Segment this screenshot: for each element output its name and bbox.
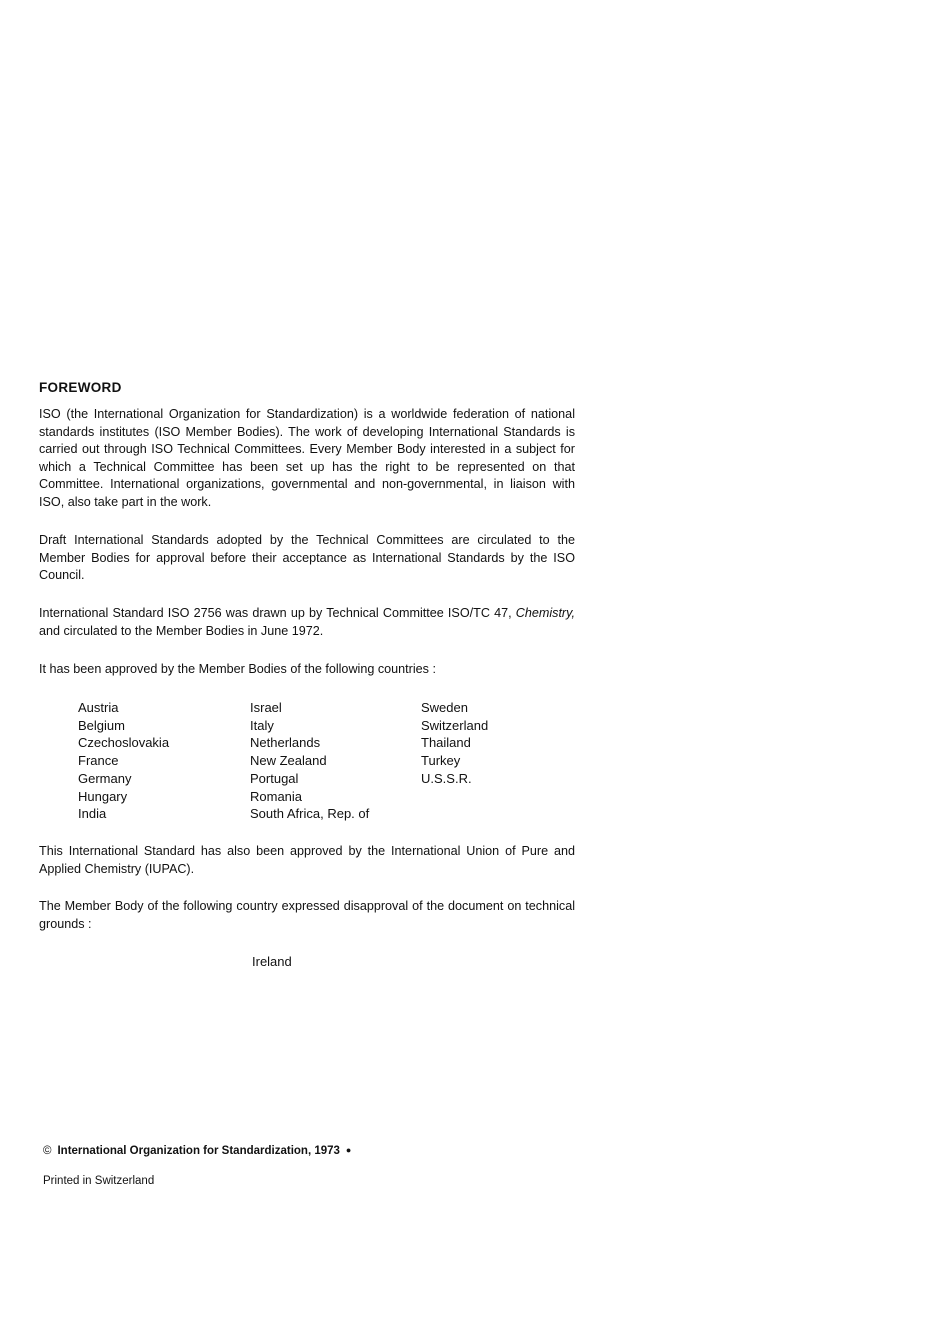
committee-name: Chemistry, [515, 606, 575, 620]
copyright-text: International Organization for Standardization, 1973 [57, 1145, 340, 1157]
approving-countries-column-1 [78, 699, 169, 823]
country-item: South Africa, Rep. of [250, 806, 370, 822]
disapproving-country: Ireland [252, 954, 292, 969]
country-item: France [78, 753, 119, 769]
country-item: U.S.S.R. [421, 770, 472, 786]
copyright-notice [43, 1145, 351, 1157]
foreword-heading: FOREWORD [39, 380, 122, 395]
country-item: New Zealand [250, 753, 327, 769]
copyright-icon: © [43, 1145, 52, 1157]
standard-text-end: and circulated to the Member Bodies in June 1972. [39, 623, 324, 638]
country-item: Portugal [250, 770, 299, 786]
country-item: Czechoslovakia [78, 735, 170, 751]
approval-intro: It has been approved by the Member Bodies of the following countries : [39, 662, 436, 676]
iupac-approval: This International Standard has also been approved by the International Union of Pure and Applied Chemistry (IUPAC). [39, 844, 575, 876]
country-item: Italy [250, 717, 274, 733]
foreword-paragraph-standard [39, 605, 575, 640]
disapproval-intro: The Member Body of the following country expressed disapproval of the document on technical grounds : [39, 899, 575, 931]
country-item: Belgium [78, 717, 125, 733]
country-item: Hungary [78, 788, 128, 804]
country-item: Romania [250, 788, 303, 804]
country-item: Thailand [421, 735, 471, 751]
country-item: Germany [78, 770, 132, 786]
country-item: Israel [250, 700, 282, 715]
foreword-paragraph-drafts: Draft International Standards adopted by the Technical Committees are circulated to the Member Bodies for approval before their acceptance as International Standards by the ISO Council. [39, 533, 575, 583]
printed-in: Printed in Switzerland [43, 1175, 155, 1187]
standard-text-start: International Standard ISO 2756 was drawn up by Technical Committee ISO/TC 47, [39, 606, 516, 620]
country-item: India [78, 806, 107, 822]
foreword-paragraph-iso: ISO (the International Organization for Standardization) is a worldwide federation of national standards institutes (ISO Member Bodies). The work of developing International Standards is carried out through ISO Technical Committees. Every Member Body interested in a subject for which a Technical Committee has been set up has the right to be represented on that Committee. International organizations, governmental and non-governmental, in liaison with ISO, also take part in the work. [39, 407, 575, 509]
country-item: Turkey [421, 753, 461, 769]
approving-countries-column-3 [421, 699, 488, 788]
country-item: Switzerland [421, 717, 489, 733]
country-item: Sweden [421, 700, 468, 715]
bullet-icon: ● [345, 1145, 352, 1155]
approving-countries-column-2 [250, 699, 369, 823]
country-item: Netherlands [250, 735, 321, 751]
country-item: Austria [78, 700, 119, 715]
